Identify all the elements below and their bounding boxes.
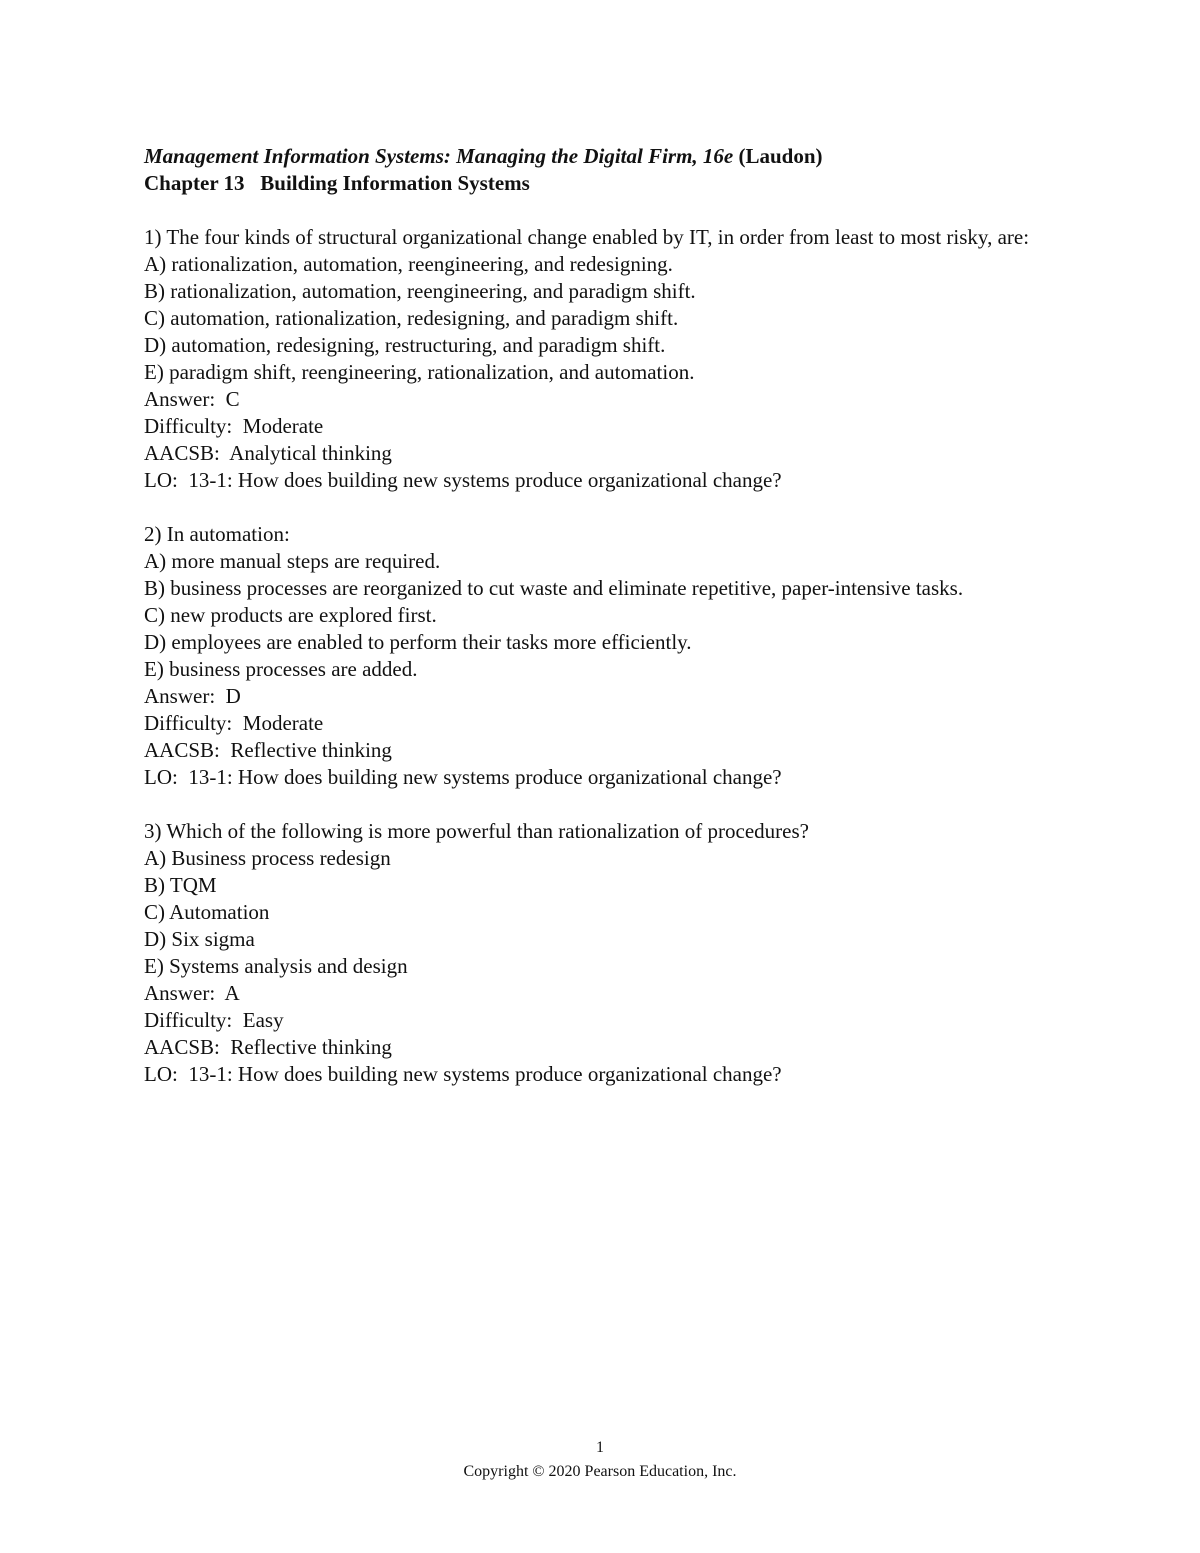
question-3 <box>144 818 1064 1088</box>
answer: Answer: A <box>144 981 240 1005</box>
copyright-notice: Copyright © 2020 Pearson Education, Inc. <box>463 1463 737 1480</box>
option-b: B) TQM <box>144 873 217 897</box>
aacsb: AACSB: Reflective thinking <box>144 1035 392 1059</box>
option-a: A) rationalization, automation, reengineering, and redesigning. <box>144 252 673 276</box>
answer: Answer: C <box>144 387 240 411</box>
question-stem: 2) In automation: <box>144 522 290 546</box>
option-b: B) rationalization, automation, reengineering, and paradigm shift. <box>144 279 696 303</box>
aacsb: AACSB: Reflective thinking <box>144 738 392 762</box>
question-1 <box>144 224 1064 494</box>
difficulty: Difficulty: Moderate <box>144 414 324 438</box>
learning-objective: LO: 13-1: How does building new systems produce organizational change? <box>144 765 782 789</box>
book-title <box>144 143 1064 170</box>
spacer <box>144 791 1064 818</box>
aacsb: AACSB: Analytical thinking <box>144 441 392 465</box>
book-author: (Laudon) <box>733 144 823 168</box>
option-e: E) paradigm shift, reengineering, rationalization, and automation. <box>144 360 695 384</box>
option-d: D) employees are enabled to perform their tasks more efficiently. <box>144 630 692 654</box>
spacer <box>144 494 1064 521</box>
option-b: B) business processes are reorganized to cut waste and eliminate repetitive, paper-intensive tasks. <box>144 576 964 600</box>
answer: Answer: D <box>144 684 241 708</box>
chapter-title: Chapter 13 Building Information Systems <box>144 171 530 195</box>
book-title-italic: Management Information Systems: Managing the Digital Firm, 16e <box>144 144 734 168</box>
difficulty: Difficulty: Moderate <box>144 711 324 735</box>
option-c: C) automation, rationalization, redesigning, and paradigm shift. <box>144 306 679 330</box>
option-c: C) Automation <box>144 900 270 924</box>
option-d: D) automation, redesigning, restructuring, and paradigm shift. <box>144 333 666 357</box>
question-stem: 1) The four kinds of structural organizational change enabled by IT, in order from least to most risky, are: <box>144 225 1030 249</box>
learning-objective: LO: 13-1: How does building new systems produce organizational change? <box>144 468 782 492</box>
question-stem: 3) Which of the following is more powerful than rationalization of procedures? <box>144 819 809 843</box>
option-d: D) Six sigma <box>144 927 255 951</box>
option-e: E) Systems analysis and design <box>144 954 408 978</box>
difficulty: Difficulty: Easy <box>144 1008 284 1032</box>
learning-objective: LO: 13-1: How does building new systems produce organizational change? <box>144 1062 782 1086</box>
page-number: 1 <box>596 1439 604 1456</box>
question-2 <box>144 521 1064 791</box>
spacer <box>144 197 1064 224</box>
option-e: E) business processes are added. <box>144 657 418 681</box>
document-page <box>144 143 1064 1088</box>
option-c: C) new products are explored first. <box>144 603 437 627</box>
option-a: A) more manual steps are required. <box>144 549 441 573</box>
option-a: A) Business process redesign <box>144 846 391 870</box>
